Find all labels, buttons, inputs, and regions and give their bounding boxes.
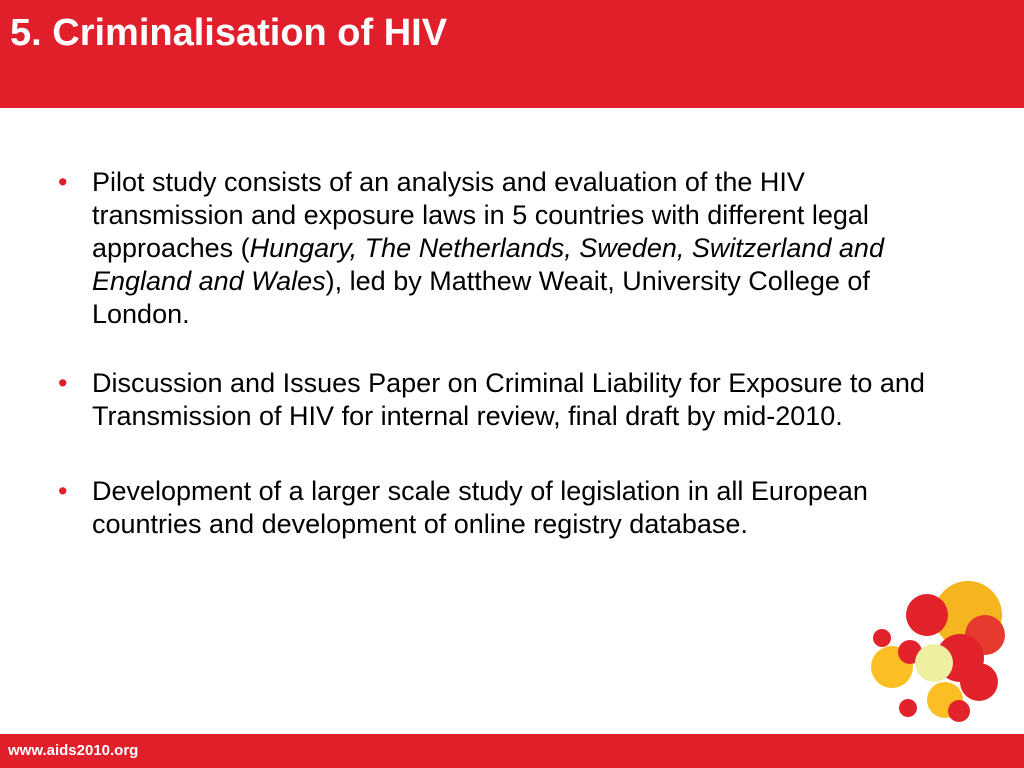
- header-bar: [0, 0, 1024, 108]
- bullet-text: Development of a larger scale study of legislation in all European countries and development of online registry database.: [92, 476, 868, 539]
- list-item: [58, 367, 938, 433]
- bullet-text: [92, 167, 884, 329]
- bullet-text-part: Pilot study consists of an analysis and evaluation of the HIV transmission and exposure laws in 5 countries with different legal approaches (: [92, 167, 869, 263]
- footer-bar: [0, 734, 1024, 768]
- bullet-text-part: ), led by Matthew Weait, University College of London.: [92, 266, 870, 329]
- slide-title: 5. Criminalisation of HIV: [10, 12, 448, 54]
- bullet-marker: •: [58, 167, 68, 197]
- conference-circles-logo-icon: [860, 570, 1024, 730]
- bullet-list: [58, 166, 938, 577]
- list-item: [58, 166, 938, 331]
- bullet-marker: •: [58, 368, 68, 398]
- bullet-italic-countries: Hungary, The Netherlands, Sweden, Switzerland and England and Wales: [92, 233, 884, 296]
- bullet-text: Discussion and Issues Paper on Criminal Liability for Exposure to and Transmission of HIV for internal review, final draft by mid-2010.: [92, 368, 925, 431]
- footer-url-link[interactable]: www.aids2010.org: [8, 742, 139, 759]
- list-item: [58, 475, 938, 541]
- bullet-marker: •: [58, 476, 68, 506]
